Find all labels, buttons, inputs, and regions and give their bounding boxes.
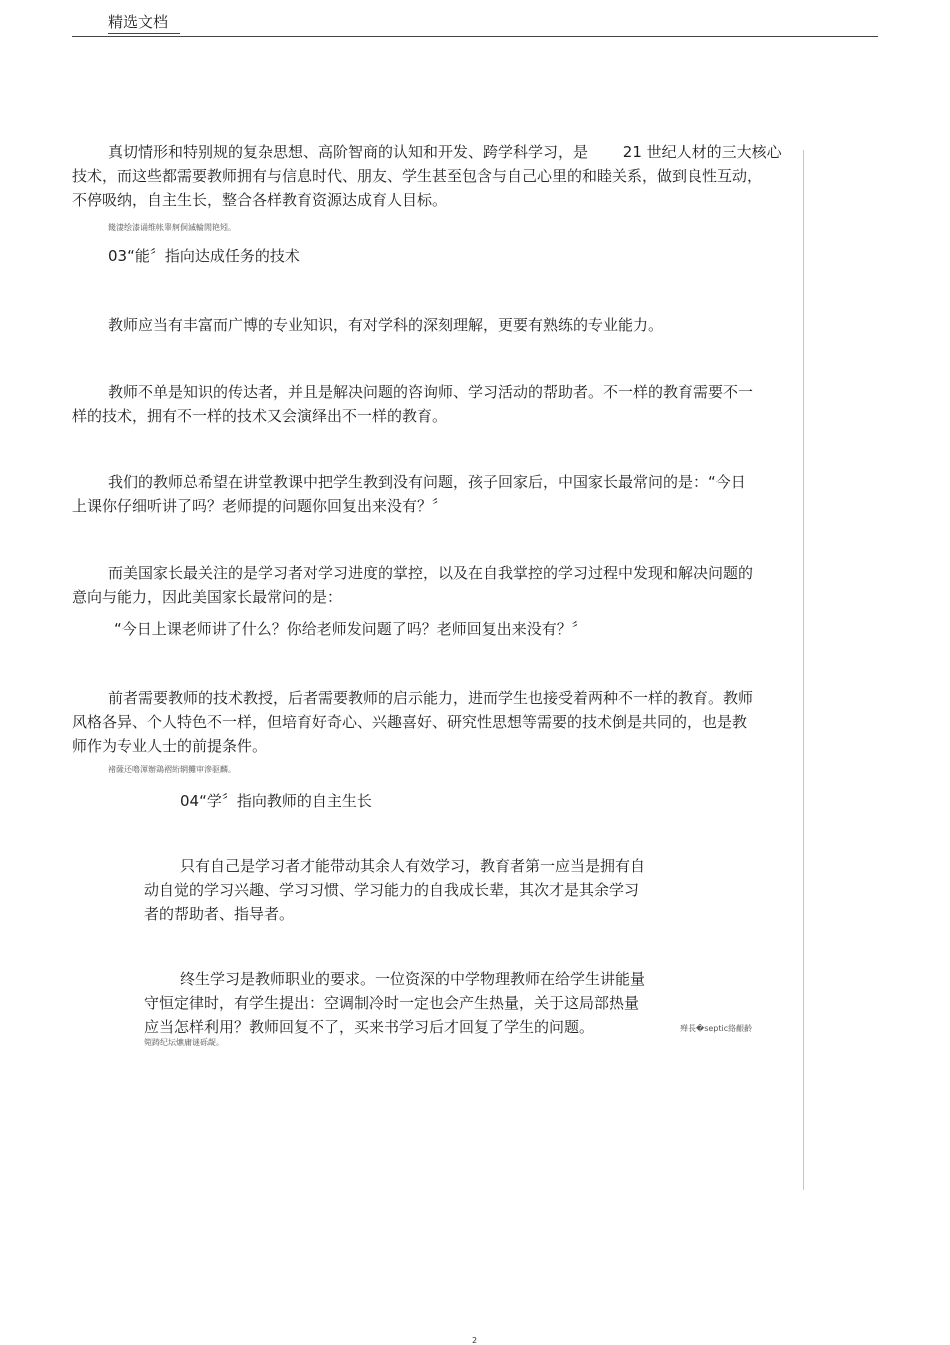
paragraph-4-line-2: 上课你仔细听讲了吗？老师提的问题你回复出来没有？〞 bbox=[72, 497, 448, 515]
paragraph-1-line-3: 不停吸纳，自主生长，整合各样教育资源达成育人目标。 bbox=[72, 191, 448, 209]
paragraph-3-line-1: 教师不单是知识的传达者，并且是解决问题的咨询师、学习活动的帮助者。不一样的教育需要不一 bbox=[108, 383, 754, 401]
watermark-garble-3a: 殚長�septic絡齦齡 bbox=[680, 1024, 753, 1033]
paragraph-8-line-3: 应当怎样利用？教师回复不了，买来书学习后才回复了学生的问题。 bbox=[144, 1018, 595, 1036]
watermark-garble-1: 餞淒绘漆诵维帐睾舸侗滅輪閒艳矧。 bbox=[108, 223, 236, 232]
margin-line bbox=[803, 150, 804, 1190]
section-heading-03: 03“能〞指向达成任务的技术 bbox=[108, 247, 300, 265]
section-heading-04: 04“学〞指向教师的自主生长 bbox=[180, 792, 372, 810]
watermark-garble-2: 褚薩还噜渾辦鶏褶絎辋攤审滲驱麟。 bbox=[108, 765, 236, 774]
paragraph-1-line-1: 真切情形和特别规的复杂思想、高阶智商的认知和开发、跨学科学习，是 21 世纪人材的三大核心 bbox=[108, 143, 782, 161]
paragraph-2: 教师应当有丰富而广博的专业知识，有对学科的深刻理解，更要有熟练的专业能力。 bbox=[108, 316, 664, 334]
paragraph-7-line-2: 动自觉的学习兴趣、学习习惯、学习能力的自我成长辈，其次才是其余学习 bbox=[144, 881, 640, 899]
paragraph-6-line-1: 前者需要教师的技术教授，后者需要教师的启示能力，进而学生也接受着两种不一样的教育。教师 bbox=[108, 689, 754, 707]
paragraph-8-line-1: 终生学习是教师职业的要求。一位资深的中学物理教师在给学生讲能量 bbox=[180, 970, 646, 988]
quote-line: “今日上课老师讲了什么？你给老师发问题了吗？老师回复出来没有？〞 bbox=[114, 620, 587, 638]
header-rule bbox=[72, 36, 878, 37]
paragraph-8-line-2: 守恒定律时，有学生提出：空调制冷时一定也会产生热量，关于这局部热量 bbox=[144, 994, 640, 1012]
paragraph-3-line-2: 样的技术，拥有不一样的技术又会演绎出不一样的教育。 bbox=[72, 407, 448, 425]
header-label: 精选文档 bbox=[108, 13, 169, 31]
paragraph-4-line-1: 我们的教师总希望在讲堂教课中把学生教到没有问题，孩子回家后，中国家长最常问的是：“今日 bbox=[108, 473, 746, 491]
paragraph-6-line-3: 师作为专业人士的前提条件。 bbox=[72, 737, 268, 755]
watermark-garble-3b: 箢踌纪坛爊庸谜砾龊。 bbox=[144, 1038, 224, 1047]
paragraph-1-line-2: 技术，而这些都需要教师拥有与信息时代、朋友、学生甚至包含与自己心里的和睦关系，做到良性互动， bbox=[72, 167, 763, 185]
paragraph-7-line-1: 只有自己是学习者才能带动其余人有效学习，教育者第一应当是拥有自 bbox=[180, 857, 646, 875]
paragraph-5-line-2: 意向与能力，因此美国家长最常问的是： bbox=[72, 588, 343, 606]
paragraph-7-line-3: 者的帮助者、指导者。 bbox=[144, 905, 295, 923]
paragraph-6-line-2: 风格各异、个人特色不一样，但培育好奇心、兴趣喜好、研究性思想等需要的技术倒是共同的，也是教 bbox=[72, 713, 748, 731]
page-number: 2 bbox=[472, 1336, 478, 1345]
header-label-underline bbox=[108, 33, 180, 34]
paragraph-5-line-1: 而美国家长最关注的是学习者对学习进度的掌控，以及在自我掌控的学习过程中发现和解决问题的 bbox=[108, 564, 754, 582]
